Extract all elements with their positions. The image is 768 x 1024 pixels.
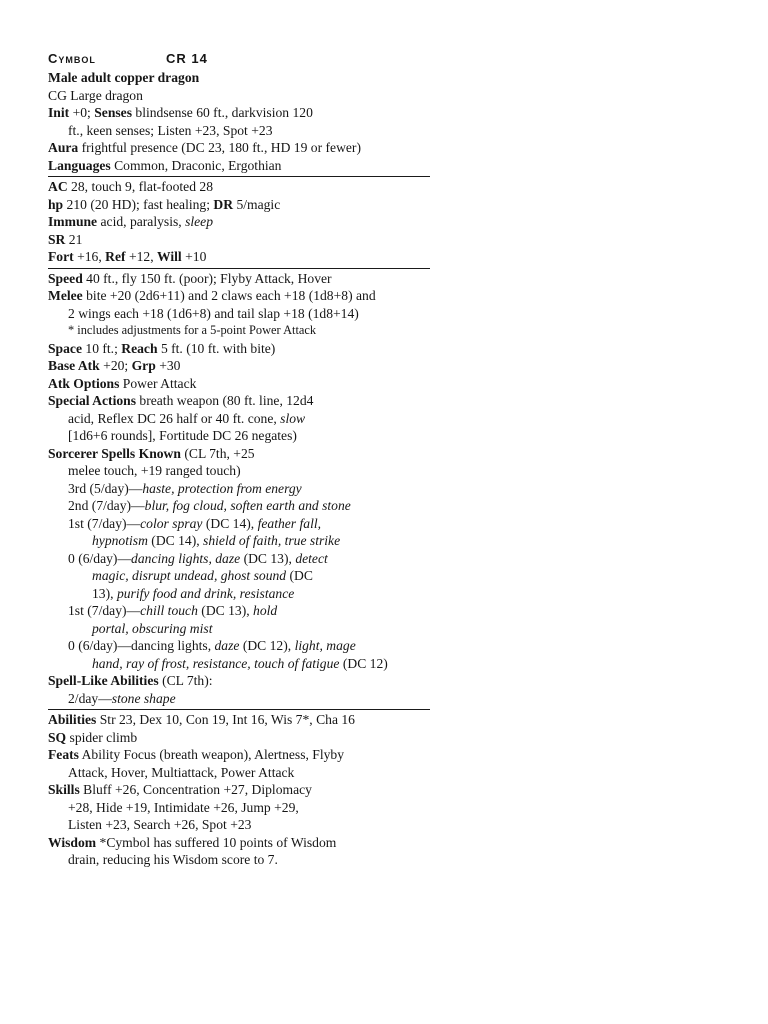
spell-level-1st-cont: hypnotism (DC 14), shield of faith, true strike xyxy=(92,533,341,548)
melee-note: * includes adjustments for a 5-point Power Attack xyxy=(68,323,317,337)
special-actions-line: Special Actions breath weapon (80 ft. line, 12d4 xyxy=(48,393,314,408)
header-section xyxy=(48,69,430,174)
spell-level-3rd: 3rd (5/day)—haste, protection from energy xyxy=(68,480,302,496)
spell-level-1st-b-cont: portal, obscuring mist xyxy=(92,620,213,636)
title-row xyxy=(48,50,430,69)
stats-section xyxy=(48,710,430,869)
immune-line: Immune acid, paralysis, sleep xyxy=(48,214,214,229)
offense-section xyxy=(48,269,430,708)
skills-continued-1: +28, Hide +19, Intimidate +26, Jump +29, xyxy=(68,799,299,815)
languages-line: Languages Common, Draconic, Ergothian xyxy=(48,157,282,173)
creature-name: Cymbol xyxy=(48,51,96,66)
abilities-line: Abilities Str 23, Dex 10, Con 19, Int 16, Wis 7*, Cha 16 xyxy=(48,712,355,727)
spell-level-0-cont-2: 13), purify food and drink, resistance xyxy=(92,585,295,601)
speed-line: Speed 40 ft., fly 150 ft. (poor); Flyby Attack, Hover xyxy=(48,270,332,286)
wisdom-line: Wisdom *Cymbol has suffered 10 points of Wisdom xyxy=(48,834,337,850)
skills-continued-2: Listen +23, Search +26, Spot +23 xyxy=(68,817,252,832)
atk-options-line: Atk Options Power Attack xyxy=(48,375,197,391)
spell-level-0: 0 (6/day)—dancing lights, daze (DC 13), detect xyxy=(68,550,328,566)
wisdom-continued: drain, reducing his Wisdom score to 7. xyxy=(68,852,278,867)
saves-line: Fort +16, Ref +12, Will +10 xyxy=(48,249,207,264)
creature-type: Male adult copper dragon xyxy=(48,70,200,85)
spell-level-0-b: 0 (6/day)—dancing lights, daze (DC 12), light, mage xyxy=(68,638,356,653)
melee-continued: 2 wings each +18 (1d6+8) and tail slap +18 (1d8+14) xyxy=(68,305,359,321)
sr-line: SR 21 xyxy=(48,231,83,247)
special-actions-cont-2: [1d6+6 rounds], Fortitude DC 26 negates) xyxy=(68,428,297,443)
feats-line: Feats Ability Focus (breath weapon), Alertness, Flyby xyxy=(48,747,345,762)
spell-level-1st-b: 1st (7/day)—chill touch (DC 13), hold xyxy=(68,603,278,618)
ac-line: AC 28, touch 9, flat-footed 28 xyxy=(48,179,213,194)
senses-continued: ft., keen senses; Listen +23, Spot +23 xyxy=(68,122,273,138)
init-senses-line: Init +0; Senses blindsense 60 ft., darkvision 120 xyxy=(48,105,313,120)
spell-level-0-b-cont: hand, ray of frost, resistance, touch of fatigue (DC 12) xyxy=(92,655,388,671)
alignment-line: CG Large dragon xyxy=(48,87,143,103)
defense-section xyxy=(48,177,430,266)
base-attack-line: Base Atk +20; Grp +30 xyxy=(48,358,181,373)
spell-like-abilities-entry: 2/day—stone shape xyxy=(68,690,176,706)
spell-level-1st: 1st (7/day)—color spray (DC 14), feather fall, xyxy=(68,515,322,531)
spell-like-abilities-line: Spell-Like Abilities (CL 7th): xyxy=(48,673,213,688)
aura-line: Aura frightful presence (DC 23, 180 ft., HD 19 or fewer) xyxy=(48,140,361,155)
hp-line: hp 210 (20 HD); fast healing; DR 5/magic xyxy=(48,196,281,212)
feats-continued: Attack, Hover, Multiattack, Power Attack xyxy=(68,764,295,780)
melee-line: Melee bite +20 (2d6+11) and 2 claws each +18 (1d8+8) and xyxy=(48,288,376,303)
special-actions-cont-1: acid, Reflex DC 26 half or 40 ft. cone, slow xyxy=(68,410,306,426)
sq-line: SQ spider climb xyxy=(48,729,138,745)
spells-known-cont: melee touch, +19 ranged touch) xyxy=(68,463,241,478)
stat-block xyxy=(48,50,430,869)
spell-level-0-cont-1: magic, disrupt undead, ghost sound (DC xyxy=(92,568,313,583)
spells-known-line: Sorcerer Spells Known (CL 7th, +25 xyxy=(48,445,255,461)
space-reach-line: Space 10 ft.; Reach 5 ft. (10 ft. with bite) xyxy=(48,340,276,356)
spell-level-2nd: 2nd (7/day)—blur, fog cloud, soften earth and stone xyxy=(68,498,351,513)
challenge-rating: CR 14 xyxy=(166,51,208,66)
skills-line: Skills Bluff +26, Concentration +27, Diplomacy xyxy=(48,782,312,797)
